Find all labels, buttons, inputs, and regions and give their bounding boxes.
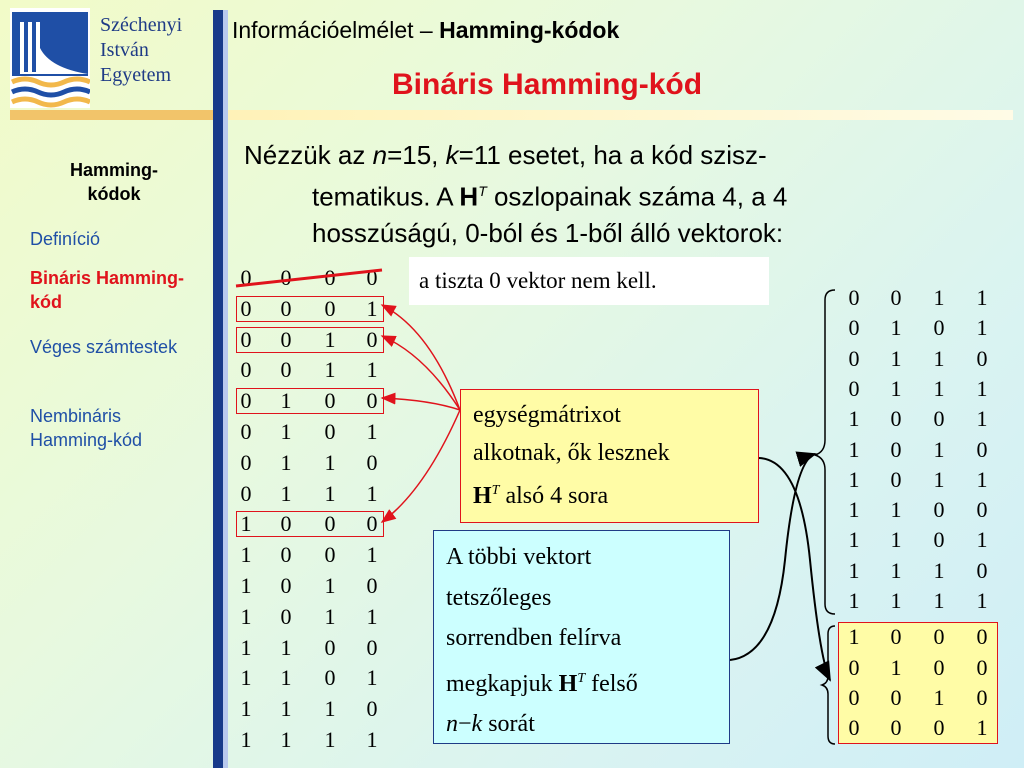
course-prefix: Információelmélet –	[232, 17, 440, 43]
matrix-cell: 0	[848, 715, 860, 741]
matrix-cell: 1	[280, 727, 292, 752]
matrix-cell: 0	[280, 603, 292, 629]
matrix-cell: 0	[366, 511, 378, 537]
matrix-cell: 0	[324, 511, 336, 537]
matrix-cell: 0	[890, 684, 902, 710]
matrix-cell: 0	[280, 265, 292, 290]
matrix-cell: 1	[280, 696, 292, 722]
matrix-cell: 0	[366, 449, 378, 475]
matrix-cell: 0	[280, 326, 292, 352]
matrix-cell: 1	[933, 557, 945, 583]
arrow-to-row-1000	[382, 410, 460, 522]
matrix-cell: 1	[848, 497, 860, 523]
matrix-cell: 1	[324, 573, 336, 598]
matrix-cell: 0	[890, 285, 902, 310]
matrix-cell: 1	[366, 665, 378, 691]
matrix-cell: 1	[366, 603, 378, 629]
matrix-cell: 1	[848, 588, 860, 613]
paragraph-line-1: Nézzük az n=15, k=11 esetet, ha a kód szisz-	[244, 140, 767, 170]
matrix-cell: 0	[280, 573, 292, 598]
matrix-cell: 0	[240, 419, 252, 444]
matrix-cell: 1	[890, 527, 902, 553]
matrix-cell: 0	[890, 715, 902, 741]
matrix-cell: 1	[976, 588, 988, 613]
identity-explanation-box	[460, 389, 759, 523]
rest-box-line3: sorrendben felírva	[446, 625, 622, 651]
matrix-cell: 1	[240, 603, 252, 629]
matrix-cell: 0	[366, 265, 378, 290]
matrix-cell: 1	[890, 654, 902, 680]
matrix-cell: 0	[933, 406, 945, 432]
matrix-cell: 1	[976, 406, 988, 432]
identity-box-line1: egységmátrixot	[473, 402, 621, 428]
matrix-cell: 0	[366, 326, 378, 352]
sidebar-item-veges-szamtestek[interactable]: Véges számtestek	[30, 337, 178, 357]
university-name-line1: Széchenyi	[100, 14, 183, 36]
matrix-cell: 1	[976, 315, 988, 341]
matrix-cell: 1	[240, 696, 252, 722]
matrix-cell: 1	[240, 634, 252, 660]
matrix-cell: 1	[324, 326, 336, 352]
matrix-cell: 1	[848, 406, 860, 432]
matrix-cell: 1	[848, 557, 860, 583]
matrix-cell: 1	[890, 497, 902, 523]
matrix-cell: 1	[933, 466, 945, 492]
slide-title: Bináris Hamming-kód	[392, 68, 703, 101]
matrix-cell: 0	[240, 265, 252, 290]
matrix-cell: 1	[848, 466, 860, 492]
matrix-cell: 1	[933, 588, 945, 613]
matrix-cell: 0	[890, 436, 902, 462]
matrix-cell: 0	[324, 295, 336, 321]
arrow-to-row-0100	[382, 398, 460, 410]
matrix-cell: 1	[890, 375, 902, 401]
matrix-cell: 0	[324, 388, 336, 414]
matrix-cell: 1	[848, 527, 860, 553]
matrix-cell: 0	[933, 315, 945, 341]
matrix-cell: 0	[976, 436, 988, 462]
matrix-cell: 1	[366, 295, 378, 321]
matrix-cell: 0	[933, 624, 945, 650]
matrix-cell: 1	[933, 285, 945, 310]
sidebar-item-definicio[interactable]: Definíció	[30, 229, 101, 249]
sidebar-section-title: Hamming- kódok	[69, 160, 158, 204]
matrix-cell: 0	[240, 388, 252, 414]
matrix-cell: 0	[366, 634, 378, 660]
rest-box-line4: megkapjuk $H^T$ felső	[446, 670, 638, 697]
matrix-cell: 1	[240, 542, 252, 568]
matrix-cell: 0	[848, 375, 860, 401]
matrix-cell: 0	[976, 684, 988, 710]
matrix-cell: 1	[324, 357, 336, 383]
matrix-cell: 0	[890, 466, 902, 492]
identity-box-line2: alkotnak, ők lesznek	[473, 440, 670, 466]
matrix-cell: 0	[366, 573, 378, 598]
sidebar-item-nembinaris-hamming-kod[interactable]: Nembináris Hamming-kód	[30, 406, 143, 450]
matrix-cell: 0	[366, 696, 378, 722]
matrix-cell: 1	[976, 527, 988, 553]
matrix-cell: 1	[324, 696, 336, 722]
matrix-cell: 1	[890, 315, 902, 341]
matrix-cell: 1	[280, 665, 292, 691]
matrix-cell: 0	[280, 295, 292, 321]
matrix-cell: 0	[848, 285, 860, 310]
matrix-cell: 0	[324, 419, 336, 444]
zero-vector-note: a tiszta 0 vektor nem kell.	[409, 257, 769, 305]
matrix-cell: 0	[324, 542, 336, 568]
paragraph-line-2: tematikus. A $H^T$ oszlopainak száma 4, a 4	[312, 181, 788, 212]
matrix-cell: 0	[976, 557, 988, 583]
matrix-cell: 1	[324, 603, 336, 629]
matrix-cell: 1	[976, 285, 988, 310]
matrix-cell: 0	[933, 654, 945, 680]
matrix-cell: 0	[848, 315, 860, 341]
matrix-cell: 0	[240, 357, 252, 383]
matrix-cell: 1	[890, 557, 902, 583]
sidebar-item-binaris-hamming-kod[interactable]: Bináris Hamming-kód	[30, 268, 185, 312]
matrix-cell: 0	[848, 345, 860, 371]
matrix-cell: 0	[933, 497, 945, 523]
matrix-cell: 1	[366, 480, 378, 506]
paragraph-line-3: hosszúságú, 0-ból és 1-ből álló vektorok:	[312, 217, 784, 248]
matrix-cell: 0	[324, 634, 336, 660]
arrow-to-row-0001	[382, 305, 460, 410]
matrix-cell: 0	[324, 265, 336, 290]
rest-box-line2: tetszőleges	[446, 584, 552, 611]
matrix-cell: 1	[280, 419, 292, 444]
course-topic: Hamming-kódok	[439, 17, 620, 43]
matrix-cell: 0	[240, 326, 252, 352]
matrix-cell: 1	[280, 388, 292, 414]
matrix-cell: 0	[890, 624, 902, 650]
rest-box-line1: A többi vektort	[446, 544, 592, 570]
matrix-cell: 1	[324, 480, 336, 506]
matrix-cell: 0	[324, 665, 336, 691]
identity-box-line3: $H^T$ alsó 4 sora	[473, 483, 609, 509]
matrix-cell: 1	[240, 511, 252, 537]
matrix-cell: 0	[976, 497, 988, 523]
zero-vector-strikethrough	[236, 270, 382, 286]
matrix-cell: 1	[366, 727, 378, 752]
matrix-cell: 0	[280, 542, 292, 568]
matrix-cell: 0	[366, 388, 378, 414]
matrix-cell: 1	[933, 436, 945, 462]
upper-brace	[815, 290, 835, 614]
matrix-cell: 0	[976, 624, 988, 650]
matrix-cell: 1	[976, 715, 988, 741]
matrix-cell: 0	[933, 527, 945, 553]
matrix-cell: 1	[976, 375, 988, 401]
matrix-cell: 1	[890, 345, 902, 371]
matrix-cell: 1	[976, 466, 988, 492]
matrix-cell: 1	[324, 727, 336, 752]
matrix-cell: 0	[848, 684, 860, 710]
matrix-cell: 0	[976, 345, 988, 371]
matrix-cell: 0	[933, 715, 945, 741]
matrix-cell: 1	[890, 588, 902, 613]
matrix-cell: 1	[280, 480, 292, 506]
matrix-cell: 0	[240, 449, 252, 475]
matrix-cell: 1	[280, 634, 292, 660]
matrix-cell: 1	[933, 375, 945, 401]
lower-brace	[822, 626, 835, 744]
matrix-cell: 1	[366, 542, 378, 568]
other-vectors-explanation-box	[433, 530, 730, 744]
matrix-cell: 1	[848, 624, 860, 650]
matrix-cell: 1	[324, 449, 336, 475]
matrix-cell: 1	[366, 357, 378, 383]
matrix-cell: 0	[280, 357, 292, 383]
matrix-cell: 1	[240, 573, 252, 598]
rest-box-line5: n−k sorát	[446, 711, 535, 737]
matrix-cell: 1	[848, 436, 860, 462]
matrix-cell: 0	[976, 654, 988, 680]
matrix-cell: 1	[240, 665, 252, 691]
matrix-cell: 0	[240, 480, 252, 506]
matrix-cell: 1	[366, 419, 378, 444]
matrix-cell: 1	[933, 684, 945, 710]
matrix-cell: 1	[240, 727, 252, 752]
matrix-cell: 1	[933, 345, 945, 371]
matrix-cell: 0	[848, 654, 860, 680]
university-name-line2: István	[100, 39, 149, 61]
matrix-cell: 1	[280, 449, 292, 475]
university-name-line3: Egyetem	[100, 64, 172, 86]
matrix-cell: 0	[890, 406, 902, 432]
matrix-cell: 0	[240, 295, 252, 321]
matrix-cell: 0	[280, 511, 292, 537]
